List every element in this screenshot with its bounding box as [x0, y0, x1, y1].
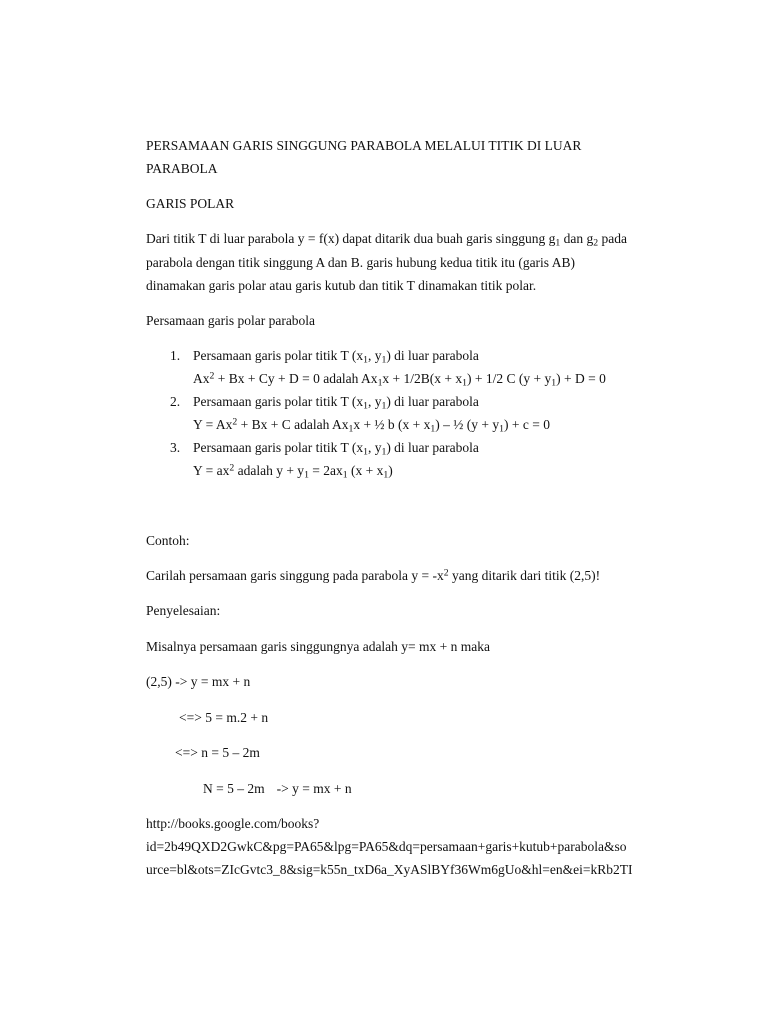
source-url-line-1: http://books.google.com/books? — [146, 816, 320, 831]
paragraph-line-1: Dari titik T di luar parabola y = f(x) dapat ditarik dua buah garis singgung $g_1$ dan $g_2$ pada — [146, 231, 627, 249]
solution-line-1: Misalnya persamaan garis singgungnya adalah y= mx + n maka — [146, 639, 491, 654]
paragraph-line-2: parabola dengan titik singgung A dan B. garis hubung kedua titik itu (garis AB) — [146, 255, 575, 270]
paragraph-line-3: dinamakan garis polar atau garis kutub dan titik T dinamakan titik polar. — [146, 278, 537, 293]
solution-line-4: <=> n = 5 – 2m — [175, 745, 260, 760]
solution-label: Penyelesaian: — [146, 603, 221, 618]
title-line-1: PERSAMAAN GARIS SINGGUNG PARABOLA MELALUI TITIK DI LUAR — [146, 138, 582, 153]
source-url-line-2: id=2b49QXD2GwkC&pg=PA65&lpg=PA65&dq=persamaan+garis+kutub+parabola&so — [146, 839, 627, 854]
example-label: Contoh: — [146, 533, 190, 548]
solution-line-2: (2,5) -> y = mx + n — [146, 674, 251, 689]
title-line-2: PARABOLA — [146, 161, 218, 176]
section-heading: GARIS POLAR — [146, 196, 235, 211]
subheading: Persamaan garis polar parabola — [146, 313, 316, 328]
solution-line-3: <=> 5 = m.2 + n — [179, 710, 269, 725]
solution-line-5: N = 5 – 2m -> y = mx + n — [203, 781, 352, 796]
document-page: PERSAMAAN GARIS SINGGUNG PARABOLA MELALUI TITIK DI LUAR PARABOLA GARIS POLAR Dari titik T di luar parabola y = f(x) dapat ditarik dua buah garis singgung $g_1$ dan $g_2$ pada parabola dengan titik singgung A dan B. garis hubung kedua titik itu (garis AB) dinamakan garis polar atau garis kutub dan titik T dinamakan titik polar. Persamaan garis polar parabola 1. Persamaan garis polar titik T ($x_1$, $y_1$) di luar parabola $Ax^2 + Bx + Cy + D = 0$ adalah $Ax_1x + 1/2B(x + x_1) + 1/2$ C $(y + y_1) + D = 0$ 2. Persamaan garis polar titik T ($x_1$, $y_1$) di luar parabola $Y = Ax^2 + Bx + C$ adalah $Ax_1x$ + ½ b $(x + x_1)$ – ½ $(y + y_1) + c = 0$ 3. Persamaan garis polar titik T ($x_1$, $y_1$) di luar parabola $Y = ax^2$ adalah $y + y_1 = 2ax_1$ $(x + x_1)$ Contoh: Carilah persamaan garis singgung pada parabola $y = -x^2$ yang ditarik dari titik (2,5)! Penyelesaian: Misalnya persamaan garis singgungnya adalah y= mx + n maka (2,5) -> y = mx + n <=> 5 = m.2 + n <=> n = 5 – 2m N = 5 – 2m -> y = mx + n http://books.google.com/books? id=2b49QXD2GwkC&pg=PA65&lpg=PA65&dq=persamaan+garis+kutub+parabola&so urce=bl&ots=ZIcGvtc3_8&sig=k55n_txD6a_XyASlBYf36Wm6gUo&hl=en&ei=kRb2TI — [146, 138, 633, 877]
source-url-line-3: urce=bl&ots=ZIcGvtc3_8&sig=k55n_txD6a_XyASlBYf36Wm6gUo&hl=en&ei=kRb2TI — [146, 862, 633, 877]
example-question: Carilah persamaan garis singgung pada parabola $y = -x^2$ yang ditarik dari titik (2,5)! — [146, 567, 601, 583]
